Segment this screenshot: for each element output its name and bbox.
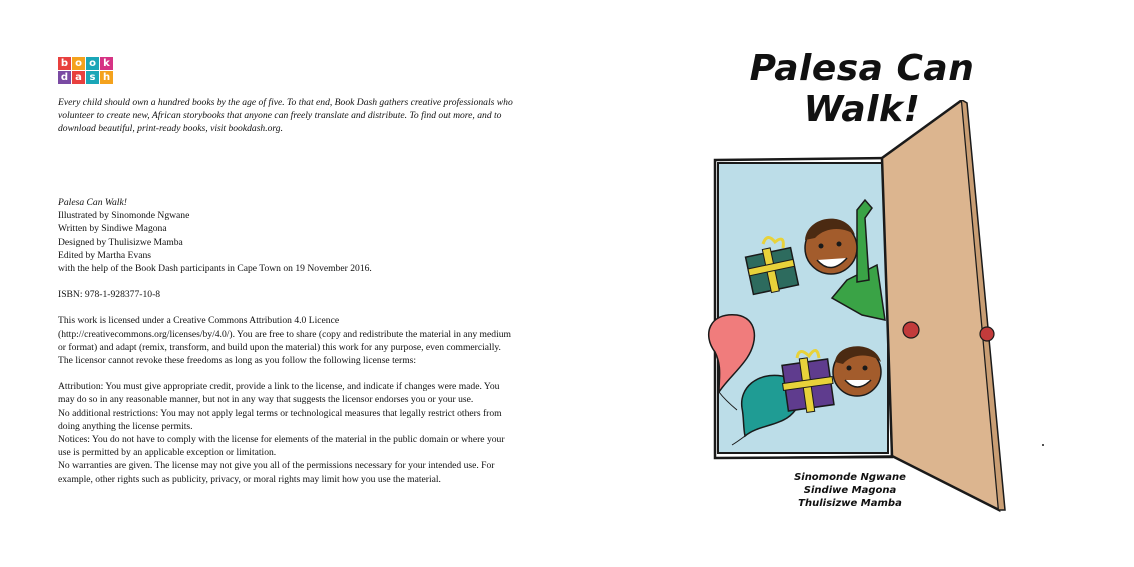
- credits-title: Palesa Can Walk!: [58, 197, 127, 208]
- license-attribution: Attribution: You must give appropriate credit, provide a link to the license, and indicate if changes were made. You may do so in any reasonable manner, but not in any way that suggests the licensor endorses you or your use.: [58, 381, 500, 406]
- logo-tile: o: [86, 57, 99, 70]
- cover-illustration: [697, 100, 1067, 520]
- isbn: ISBN: 978-1-928377-10-8: [58, 289, 161, 301]
- license-no-warranties: No warranties are given. The license may not give you all of the permissions necessary for your intended use. For example, other rights such as publicity, privacy, or moral rights may limit how you use the material.: [58, 460, 495, 485]
- right-page: [567, 0, 1134, 567]
- credit-help: with the help of the Book Dash participants in Cape Town on 19 November 2016.: [58, 263, 372, 275]
- open-door: [882, 100, 1005, 510]
- credit-writer: Written by Sindiwe Magona: [58, 223, 167, 235]
- door-knob: [980, 327, 994, 341]
- logo-tile: b: [58, 57, 71, 70]
- bookdash-intro: Every child should own a hundred books by the age of five. To that end, Book Dash gathers creative professionals who volunteer to create new, African storybooks that anyone can freely translate and distribute. To find out more, and to download beautiful, print-ready books, visit bookdash.org.: [58, 97, 513, 134]
- logo-tile: d: [58, 71, 71, 84]
- logo-tile: k: [100, 57, 113, 70]
- logo-tile: s: [86, 71, 99, 84]
- door-knob: [903, 322, 919, 338]
- license-no-restrictions: No additional restrictions: You may not apply legal terms or technological measures that legally restrict others from doing anything the license permits.: [58, 407, 502, 432]
- cover-authors: [785, 471, 915, 510]
- cover-title: Palesa Can Walk!: [749, 48, 975, 130]
- cover-author: Thulisizwe Mamba: [798, 498, 902, 509]
- cover-author: Sindiwe Magona: [803, 485, 897, 496]
- logo-tile: a: [72, 71, 85, 84]
- license-text: This work is licensed under a Creative Commons Attribution 4.0 Licence (http://creativecommons.org/licenses/by/4.0/). You are free to share (copy and redistribute the material in any medium or format) and adapt (remix, transform, and build upon the material) this work for any purpose, even commercially. The licensor cannot revoke these freedoms as long as you follow the following license terms:: [58, 315, 511, 367]
- bookdash-logo: [58, 57, 114, 85]
- credit-designer: Designed by Thulisizwe Mamba: [58, 236, 183, 248]
- license-notices: Notices: You do not have to comply with the license for elements of the material in the public domain or where your use is permitted by an applicable exception or limitation.: [58, 434, 505, 459]
- cover-author: Sinomonde Ngwane: [794, 472, 906, 483]
- child-two: [833, 346, 881, 396]
- logo-tile: o: [72, 57, 85, 70]
- credit-illustrator: Illustrated by Sinomonde Ngwane: [58, 210, 190, 222]
- credit-editor: Edited by Martha Evans: [58, 249, 151, 261]
- credits-block: [58, 196, 518, 486]
- logo-tile: h: [100, 71, 113, 84]
